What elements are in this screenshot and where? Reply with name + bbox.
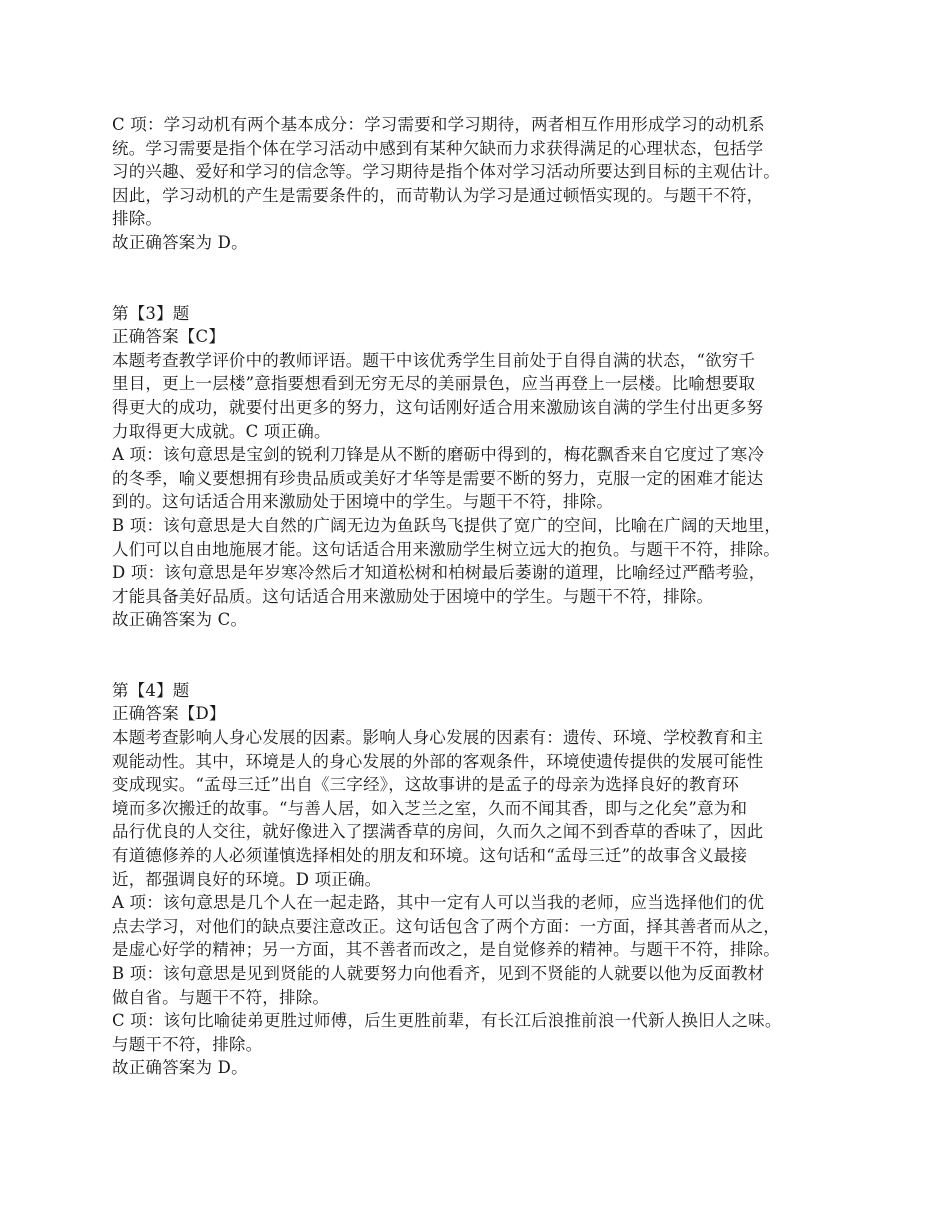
paragraph-line: A 项：该句意思是宝剑的锐利刀锋是从不断的磨砺中得到的，梅花飘香来自它度过了寒冷 (112, 445, 765, 465)
paragraph-line: 近，都强调良好的环境。D 项正确。 (112, 869, 382, 889)
paragraph-line: 有道德修养的人必须谨慎选择相处的朋友和环境。这句话和“孟母三迁”的故事含义最接 (112, 846, 748, 866)
paragraph-line: 变成现实。“孟母三迁”出自《三字经》，这故事讲的是孟子的母亲为选择良好的教育环 (112, 775, 739, 795)
paragraph-line: 因此，学习动机的产生是需要条件的，而苛勒认为学习是通过顿悟实现的。与题干不符， (112, 185, 764, 205)
paragraph-line: D 项：该句意思是年岁寒冷然后才知道松树和柏树最后萎谢的道理，比喻经过严酷考验， (112, 563, 766, 583)
paragraph-line: 点去学习，对他们的缺点要注意改正。这句话包含了两个方面：一方面，择其善者而从之， (112, 916, 780, 936)
paragraph-line: 才能具备美好品质。这句话适合用来激励处于困境中的学生。与题干不符，排除。 (112, 586, 714, 606)
paragraph-line: 得更大的成功，就要付出更多的努力，这句话刚好适合用来激励该自满的学生付出更多努 (112, 397, 764, 417)
paragraph-line: 品行优良的人交往，就好像进入了摆满香草的房间，久而久之闻不到香草的香味了，因此 (112, 822, 764, 842)
document-page (112, 113, 847, 1080)
paragraph-line: 境而多次搬迁的故事。“与善人居，如入芝兰之室，久而不闻其香，即与之化矣”意为和 (112, 798, 748, 818)
paragraph-line: 排除。 (112, 209, 163, 229)
question-4 (112, 679, 847, 1080)
paragraph-line: 本题考查教学评价中的教师评语。题干中该优秀学生目前处于自得自满的状态，“欲穷千 (112, 350, 756, 370)
paragraph-line: 到的。这句话适合用来激励处于困境中的学生。与题干不符，排除。 (112, 492, 613, 512)
paragraph-line: 本题考查影响人身心发展的因素。影响人身心发展的因素有：遗传、环境、学校教育和主 (112, 728, 764, 748)
paragraph-line: C 项：学习动机有两个基本成分：学习需要和学习期待，两者相互作用形成学习的动机系 (112, 115, 765, 134)
paragraph-line: 人们可以自由地施展才能。这句话适合用来激励学生树立远大的抱负。与题干不符，排除。 (112, 539, 780, 559)
paragraph-line: 观能动性。其中，环境是人的身心发展的外部的客观条件，环境使遗传提供的发展可能性 (112, 751, 764, 771)
final-answer-line: 故正确答案为 D。 (112, 232, 248, 252)
paragraph-line: 习的兴趣、爱好和学习的信念等。学习期待是指个体对学习活动所要达到目标的主观估计。 (112, 162, 780, 182)
paragraph-line: 力取得更大成就。C 项正确。 (112, 421, 331, 441)
correct-answer: 正确答案【D】 (112, 704, 226, 724)
final-answer-line: 故正确答案为 C。 (112, 610, 248, 630)
section-gap (112, 632, 847, 679)
prev-question-tail (112, 113, 847, 255)
question-3 (112, 302, 847, 632)
final-answer-line: 故正确答案为 D。 (112, 1058, 248, 1078)
question-heading: 第【3】题 (112, 303, 190, 323)
question-heading: 第【4】题 (112, 680, 190, 700)
paragraph-line: C 项：该句比喻徒弟更胜过师傅，后生更胜前辈，有长江后浪推前浪一代新人换旧人之味。 (112, 1011, 782, 1031)
correct-answer: 正确答案【C】 (112, 327, 226, 347)
paragraph-line: 里目，更上一层楼”意指要想看到无穷无尽的美丽景色，应当再登上一层楼。比喻想要取 (112, 374, 756, 394)
paragraph-line: A 项：该句意思是几个人在一起走路，其中一定有人可以当我的老师，应当选择他们的优 (112, 893, 765, 913)
paragraph-line: 的冬季，喻义要想拥有珍贵品质或美好才华等是需要不断的努力，克服一定的困难才能达 (112, 468, 764, 488)
paragraph-line: 是虚心好学的精神；另一方面，其不善者而改之，是自觉修养的精神。与题干不符，排除。 (112, 940, 780, 960)
paragraph-line: B 项：该句意思是大自然的广阔无边为鱼跃鸟飞提供了宽广的空间，比喻在广阔的天地里， (112, 515, 782, 535)
paragraph-line: 做自省。与题干不符，排除。 (112, 987, 330, 1007)
paragraph-line: 统。学习需要是指个体在学习活动中感到有某种欠缺而力求获得满足的心理状态，包括学 (112, 138, 764, 158)
paragraph-line: B 项：该句意思是见到贤能的人就要努力向他看齐，见到不贤能的人就要以他为反面教材 (112, 964, 765, 983)
section-gap (112, 255, 847, 302)
paragraph-line: 与题干不符，排除。 (112, 1034, 263, 1054)
